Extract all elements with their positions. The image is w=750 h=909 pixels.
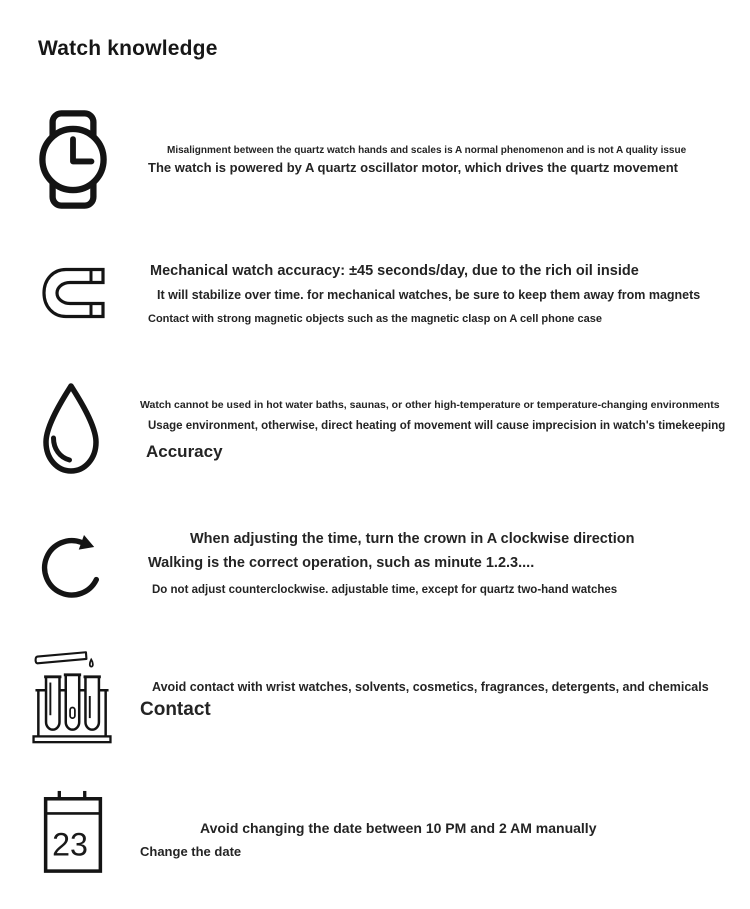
chemicals-heading: Contact xyxy=(140,699,211,720)
water-drop-icon xyxy=(38,381,104,477)
crown-note-main: When adjusting the time, turn the crown in A clockwise direction xyxy=(190,531,635,547)
calendar-icon xyxy=(42,789,104,875)
test-tubes-icon xyxy=(31,646,113,746)
temperature-heading: Accuracy xyxy=(146,442,223,461)
temperature-note-small: Watch cannot be used in hot water baths, saunas, or other high-temperature or temperature-changing environments xyxy=(140,399,720,411)
page-title: Watch knowledge xyxy=(38,37,218,60)
magnet-note-main: Mechanical watch accuracy: ±45 seconds/day, due to the rich oil inside xyxy=(150,263,639,279)
date-heading: Change the date xyxy=(140,844,242,859)
magnet-note-small: Contact with strong magnetic objects such as the magnetic clasp on A cell phone case xyxy=(148,313,602,325)
watch-icon xyxy=(36,109,110,210)
crown-note-small: Do not adjust counterclockwise. adjustable time, except for quartz two-hand watches xyxy=(152,584,618,596)
clockwise-arrow-icon xyxy=(40,521,108,607)
temperature-note-mid: Usage environment, otherwise, direct heating of movement will cause imprecision in watch's timekeeping xyxy=(148,420,726,432)
crown-note-mid: Walking is the correct operation, such as minute 1.2.3.... xyxy=(148,555,535,571)
date-note-main: Avoid changing the date between 10 PM and 2 AM manually xyxy=(200,820,597,836)
magnet-note-mid: It will stabilize over time. for mechanical watches, be sure to keep them away from magnets xyxy=(157,288,701,302)
quartz-note-small: Misalignment between the quartz watch hands and scales is A normal phenomenon and is not A quality issue xyxy=(167,145,687,156)
calendar-day-number: 23 xyxy=(52,826,89,863)
quartz-note-main: The watch is powered by A quartz oscillator motor, which drives the quartz movement xyxy=(148,160,678,175)
chemicals-note-main: Avoid contact with wrist watches, solvents, cosmetics, fragrances, detergents, and chemicals xyxy=(152,680,709,694)
magnet-icon xyxy=(40,266,106,320)
